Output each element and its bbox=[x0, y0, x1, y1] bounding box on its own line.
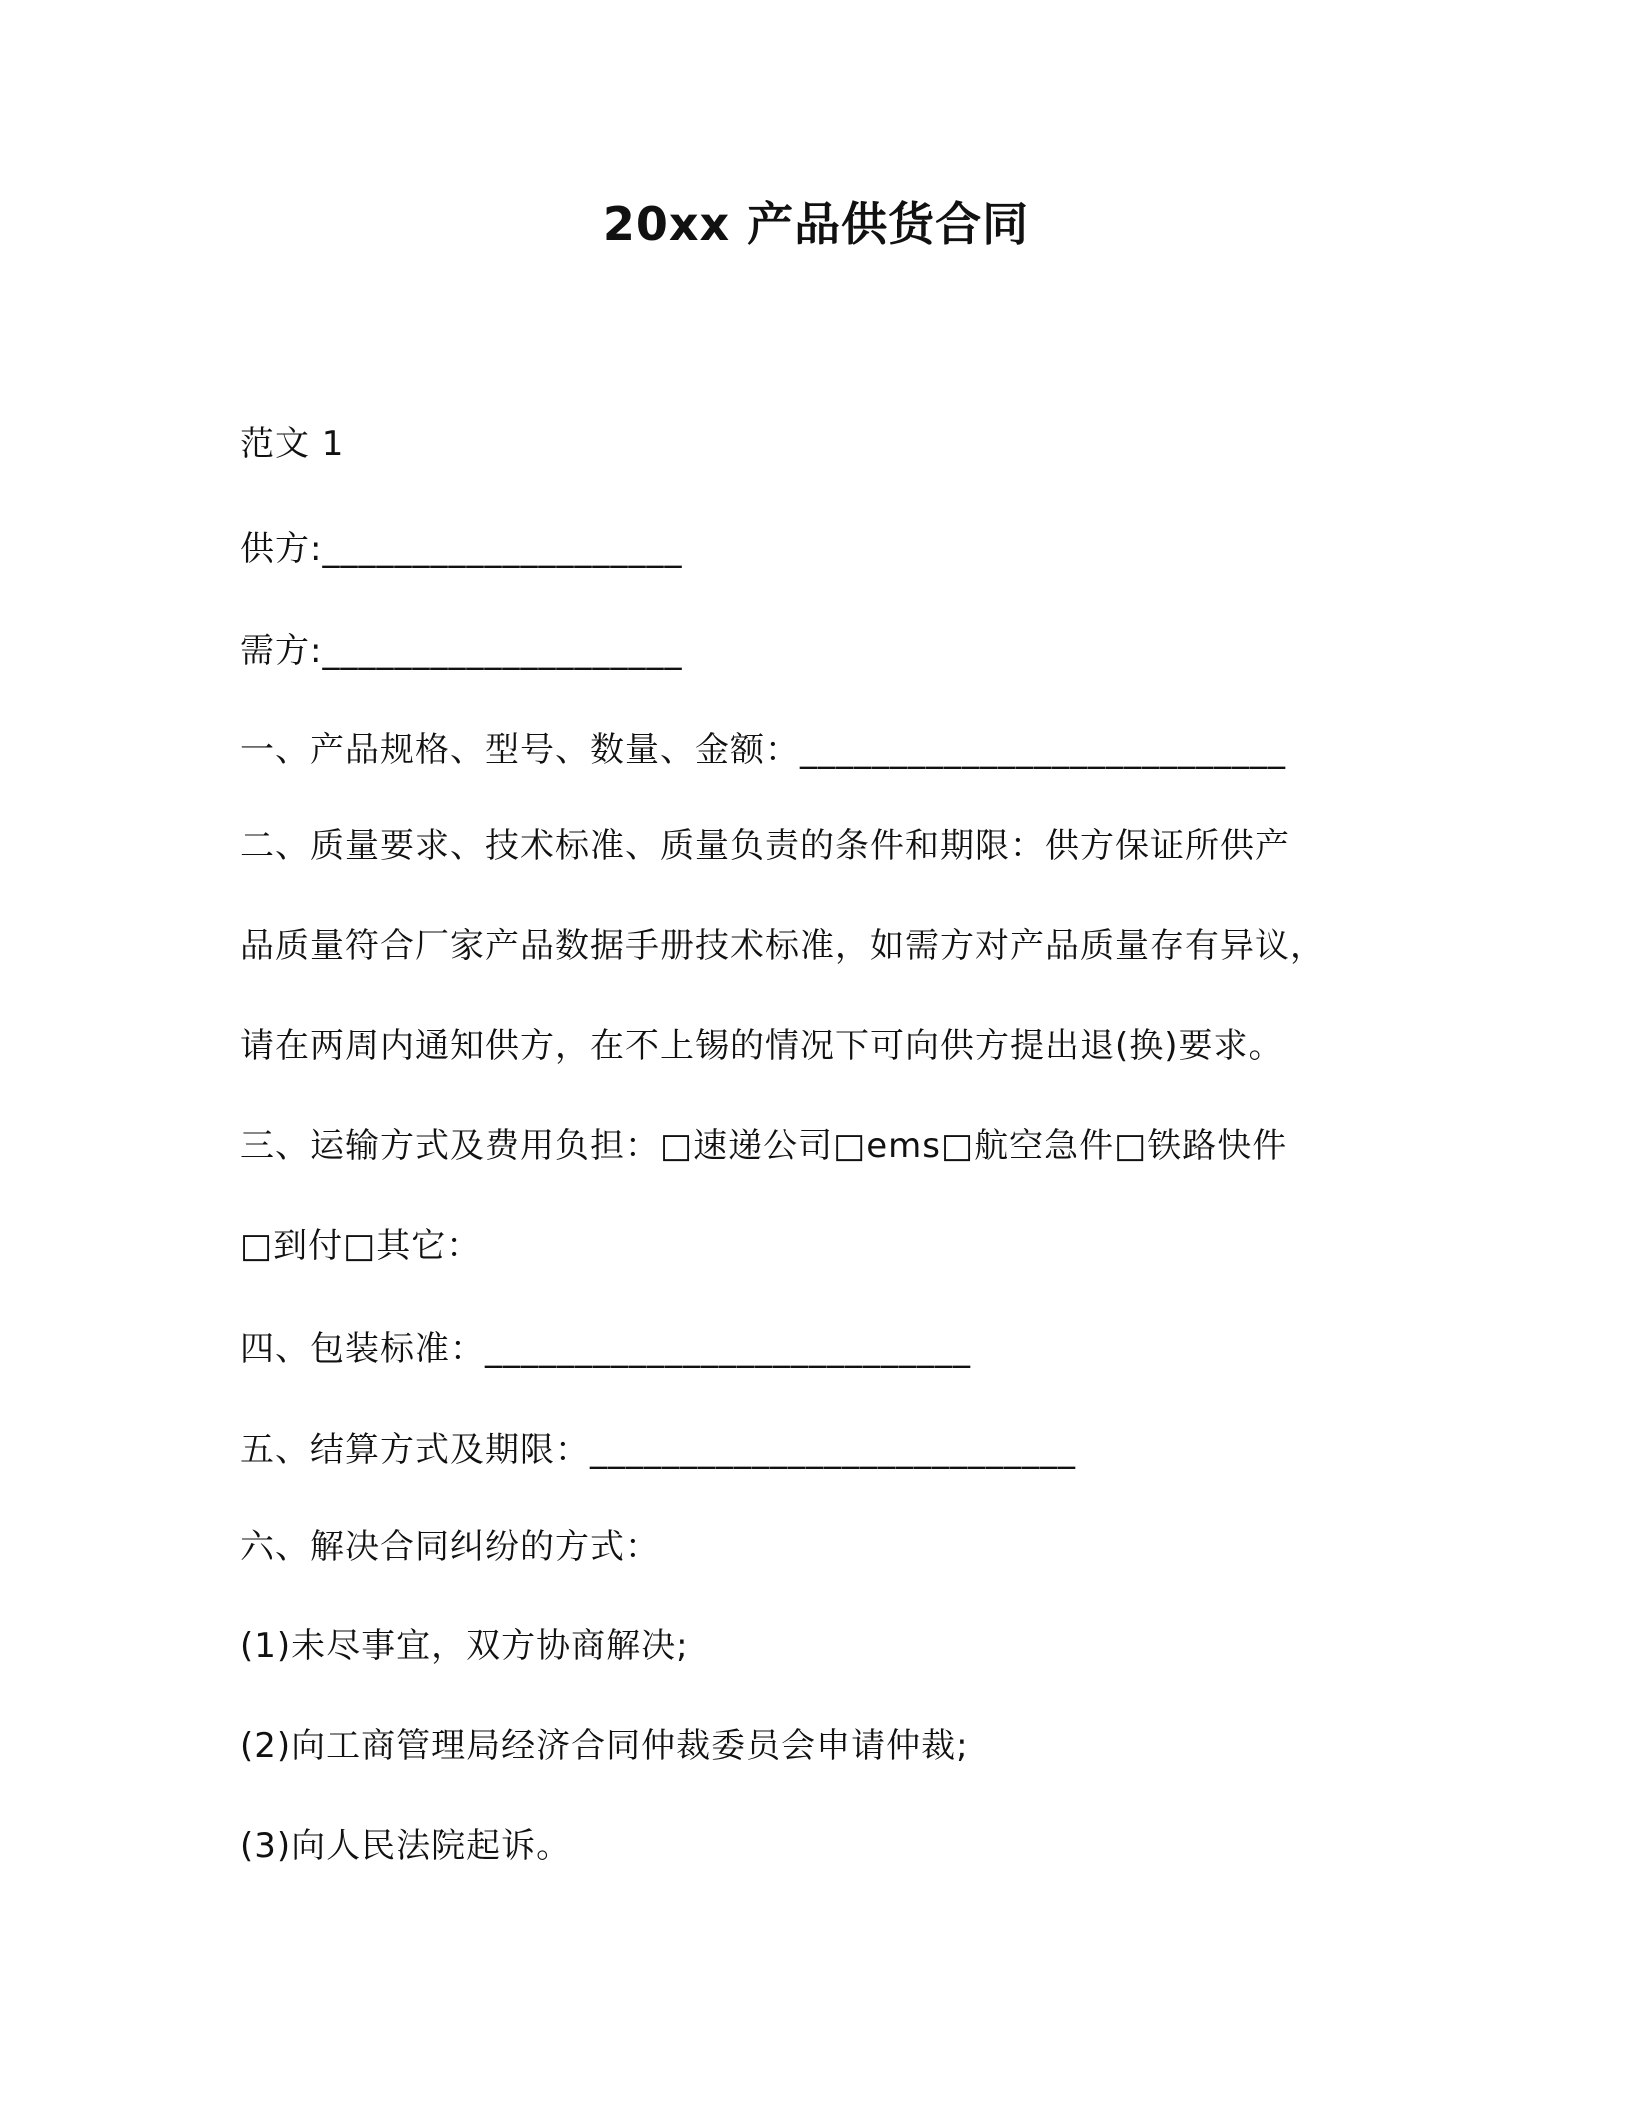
clause-6-item-2: (2)向工商管理局经济合同仲裁委员会申请仲裁; bbox=[240, 1726, 969, 1766]
clause-2-line-2: 品质量符合厂家产品数据手册技术标准，如需方对产品质量存有异议， bbox=[240, 926, 1325, 966]
clause-1: 一、产品规格、型号、数量、金额：___________________________ bbox=[240, 730, 1286, 770]
clause-2-line-1: 二、质量要求、技术标准、质量负责的条件和期限：供方保证所供产 bbox=[240, 826, 1290, 866]
clause-3-line-2: □到付□其它： bbox=[240, 1226, 482, 1266]
document-title: 20xx 产品供货合同 bbox=[602, 197, 1030, 251]
clause-6-item-3: (3)向人民法院起诉。 bbox=[240, 1826, 572, 1866]
clause-6: 六、解决合同纠纷的方式： bbox=[240, 1527, 660, 1567]
clause-5: 五、结算方式及期限：___________________________ bbox=[240, 1430, 1076, 1470]
clause-2-line-3: 请在两周内通知供方，在不上锡的情况下可向供方提出退(换)要求。 bbox=[240, 1026, 1284, 1066]
clause-3-line-1: 三、运输方式及费用负担：□速递公司□ems□航空急件□铁路快件 bbox=[240, 1126, 1288, 1166]
sample-heading: 范文 1 bbox=[240, 424, 345, 464]
clause-6-item-1: (1)未尽事宜，双方协商解决; bbox=[240, 1626, 689, 1666]
buyer-field: 需方:____________________ bbox=[240, 631, 683, 671]
clause-4: 四、包装标准：___________________________ bbox=[240, 1329, 971, 1369]
supplier-field: 供方:____________________ bbox=[240, 529, 683, 569]
